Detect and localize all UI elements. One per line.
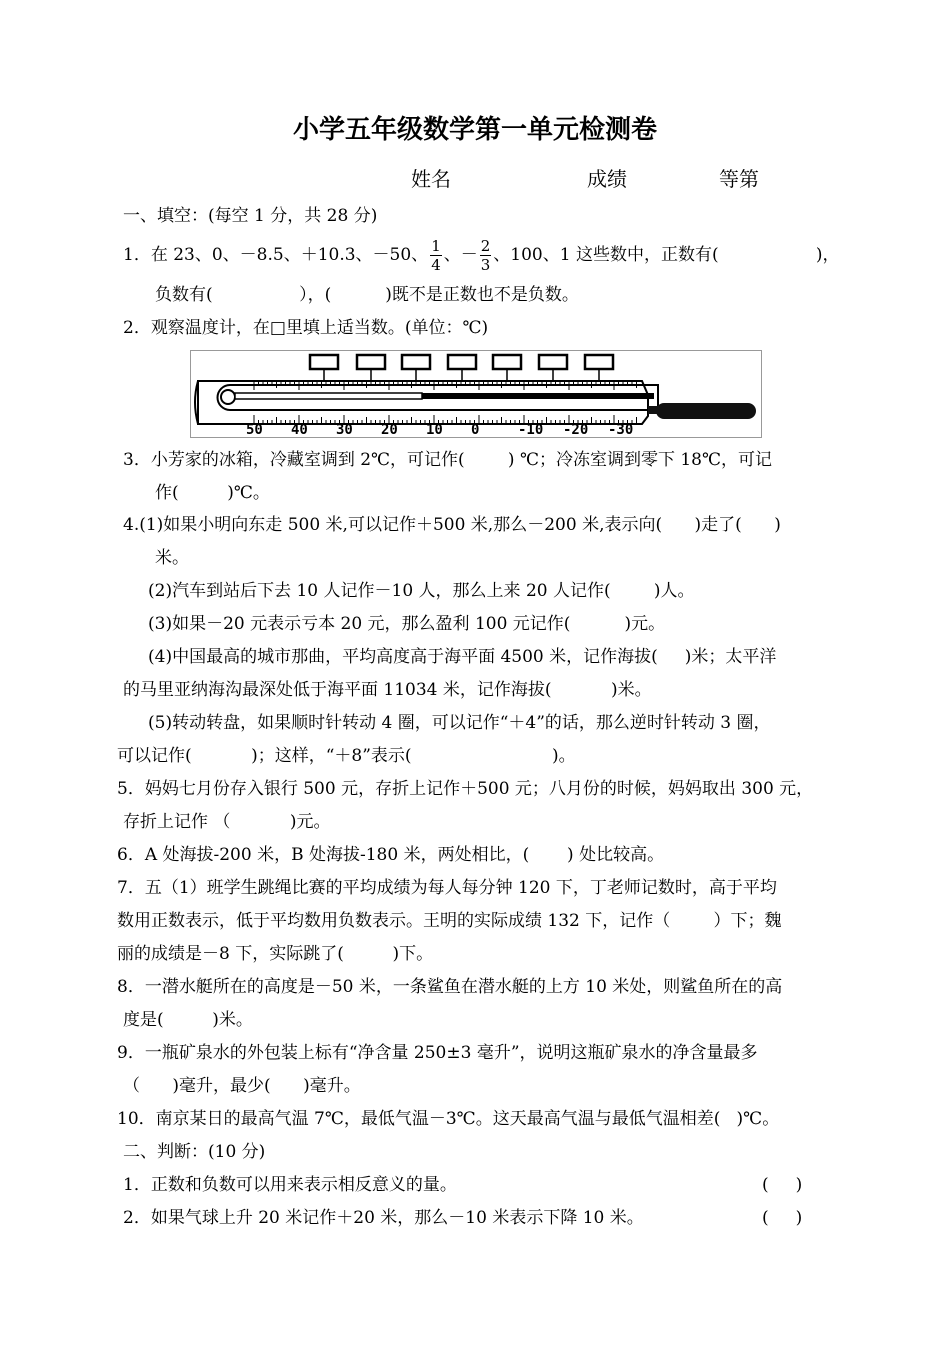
question-4-part4-line2: 的马里亚纳海沟最深处低于海平面 11034 米，记作海拔( )米。 <box>123 680 652 700</box>
fraction-two-thirds: $\frac{2}{3}$ <box>480 237 491 274</box>
answer-box[interactable] <box>493 355 521 369</box>
scale-label: 40 <box>291 422 308 438</box>
answer-box[interactable] <box>357 355 385 369</box>
thermometer-figure <box>190 350 762 438</box>
question-4-part3: (3)如果－20 元表示亏本 20 元，那么盈利 100 元记作( )元。 <box>148 614 666 634</box>
answer-box[interactable] <box>585 355 613 369</box>
question-4-part1-line2: 米。 <box>155 548 189 568</box>
question-5-line2: 存折上记作 （ )元。 <box>123 812 331 832</box>
question-1-line2: 负数有( ），( )既不是正数也不是负数。 <box>155 285 579 305</box>
question-4-part5-line2: 可以记作( )；这样，“＋8”表示( )。 <box>117 746 576 766</box>
question-8: 8．一潜水艇所在的高度是－50 米，一条鲨鱼在潜水艇的上方 10 米处，则鲨鱼所在的高 <box>117 977 783 997</box>
judge-item-1-blank: ( ) <box>762 1175 803 1195</box>
fraction-one-quarter: $\frac{1}{4}$ <box>431 237 441 274</box>
question-9-line2: （ )毫升，最少( )毫升。 <box>123 1076 361 1096</box>
question-10: 10．南京某日的最高气温 7℃，最低气温－3℃。这天最高气温与最低气温相差( )℃。 <box>117 1109 780 1129</box>
judge-item-2-blank: ( ) <box>762 1208 803 1228</box>
question-4-part1: 4.(1)如果小明向东走 500 米,可以记作＋500 米,那么－200 米,表示向( )走了( ) <box>123 515 781 535</box>
question-4-part4: (4)中国最高的城市那曲，平均高度高于海平面 4500 米，记作海拔( )米；太平洋 <box>148 647 777 667</box>
scale-label: 20 <box>381 422 398 438</box>
question-9: 9．一瓶矿泉水的外包装上标有“净含量 250±3 毫升”，说明这瓶矿泉水的净含量最多 <box>117 1043 758 1063</box>
answer-box[interactable] <box>539 355 567 369</box>
question-3: 3．小芳家的冰箱，冷藏室调到 2℃，可记作( ) ℃；冷冻室调到零下 18℃，可记 <box>123 450 773 470</box>
section1-heading: 一、填空：(每空 1 分，共 28 分) <box>123 206 378 226</box>
scale-label: -30 <box>608 422 634 438</box>
scale-label: 0 <box>471 422 480 438</box>
scale-label: -20 <box>563 422 589 438</box>
question-5: 5．妈妈七月份存入银行 500 元，存折上记作＋500 元；八月份的时候，妈妈取出 300 元， <box>117 779 814 799</box>
page-title: 小学五年级数学第一单元检测卷 <box>292 115 657 145</box>
question-8-line2: 度是( )米。 <box>123 1010 253 1030</box>
judge-item-2: 2．如果气球上升 20 米记作＋20 米，那么－10 米表示下降 10 米。 <box>123 1208 644 1228</box>
name-label: 姓名 <box>411 167 451 191</box>
grade-label: 等第 <box>719 167 759 191</box>
score-label: 成绩 <box>587 167 627 191</box>
question-4-part5: (5)转动转盘，如果顺时针转动 4 圈，可以记作“＋4”的话，那么逆时针转动 3 圈， <box>148 713 771 733</box>
scale-label: 10 <box>426 422 443 438</box>
question-7-line3: 丽的成绩是－8 下，实际跳了( )下。 <box>117 944 434 964</box>
answer-box[interactable] <box>402 355 430 369</box>
judge-item-1: 1．正数和负数可以用来表示相反意义的量。 <box>123 1175 457 1195</box>
question-1: 1．在 23、0、－8.5、＋10.3、－50、 $\frac{1}{4}$ 、－ $\frac{2}{3}$ 、100、1 这些数中，正数有( )， <box>123 237 840 274</box>
question-7-line2: 数用正数表示，低于平均数用负数表示。王明的实际成绩 132 下，记作（ ）下；魏 <box>117 911 782 931</box>
question-2-text: 2．观察温度计，在□里填上适当数。(单位：℃) <box>123 318 489 338</box>
answer-box[interactable] <box>310 355 338 369</box>
question-7: 7．五（1）班学生跳绳比赛的平均成绩为每人每分钟 120 下，丁老师记数时，高于平均 <box>117 878 777 898</box>
question-4-part2: (2)汽车到站后下去 10 人记作－10 人，那么上来 20 人记作( )人。 <box>148 581 695 601</box>
scale-label: 30 <box>336 422 353 438</box>
scale-label: -10 <box>518 422 544 438</box>
scale-label: 50 <box>246 422 263 438</box>
section2-heading: 二、判断：(10 分) <box>123 1142 266 1162</box>
answer-box[interactable] <box>448 355 476 369</box>
question-6: 6．A 处海拔-200 米，B 处海拔-180 米，两处相比，( ) 处比较高。 <box>117 845 665 865</box>
question-3-line2: 作( )℃。 <box>155 483 270 503</box>
